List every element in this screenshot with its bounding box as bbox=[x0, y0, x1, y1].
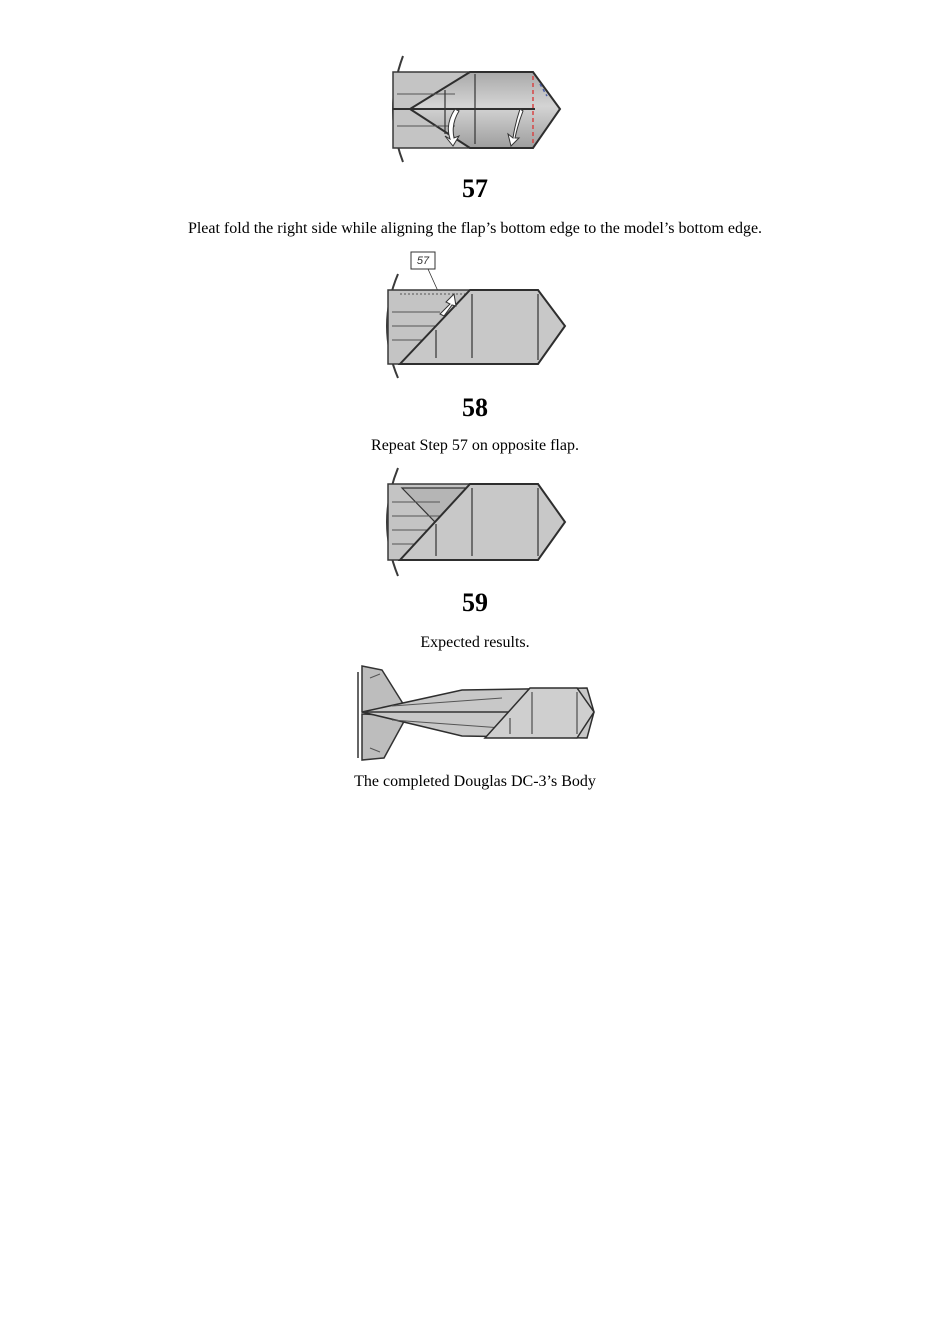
final-caption: The completed Douglas DC-3’s Body bbox=[354, 773, 596, 790]
step-instruction: Pleat fold the right side while aligning the flap’s bottom edge to the model’s bottom edge. bbox=[187, 220, 763, 237]
step-58-diagram bbox=[380, 250, 570, 382]
step-reference-label: 57 bbox=[416, 255, 430, 267]
step-number: 57 bbox=[462, 174, 488, 203]
step-57-diagram bbox=[385, 54, 565, 166]
step-59-diagram bbox=[380, 466, 570, 578]
step-instruction: Expected results. bbox=[420, 634, 530, 651]
step-number: 58 bbox=[462, 393, 488, 422]
completed-body-diagram bbox=[352, 662, 598, 764]
step-number: 59 bbox=[462, 588, 488, 617]
step-instruction: Repeat Step 57 on opposite flap. bbox=[371, 437, 579, 454]
